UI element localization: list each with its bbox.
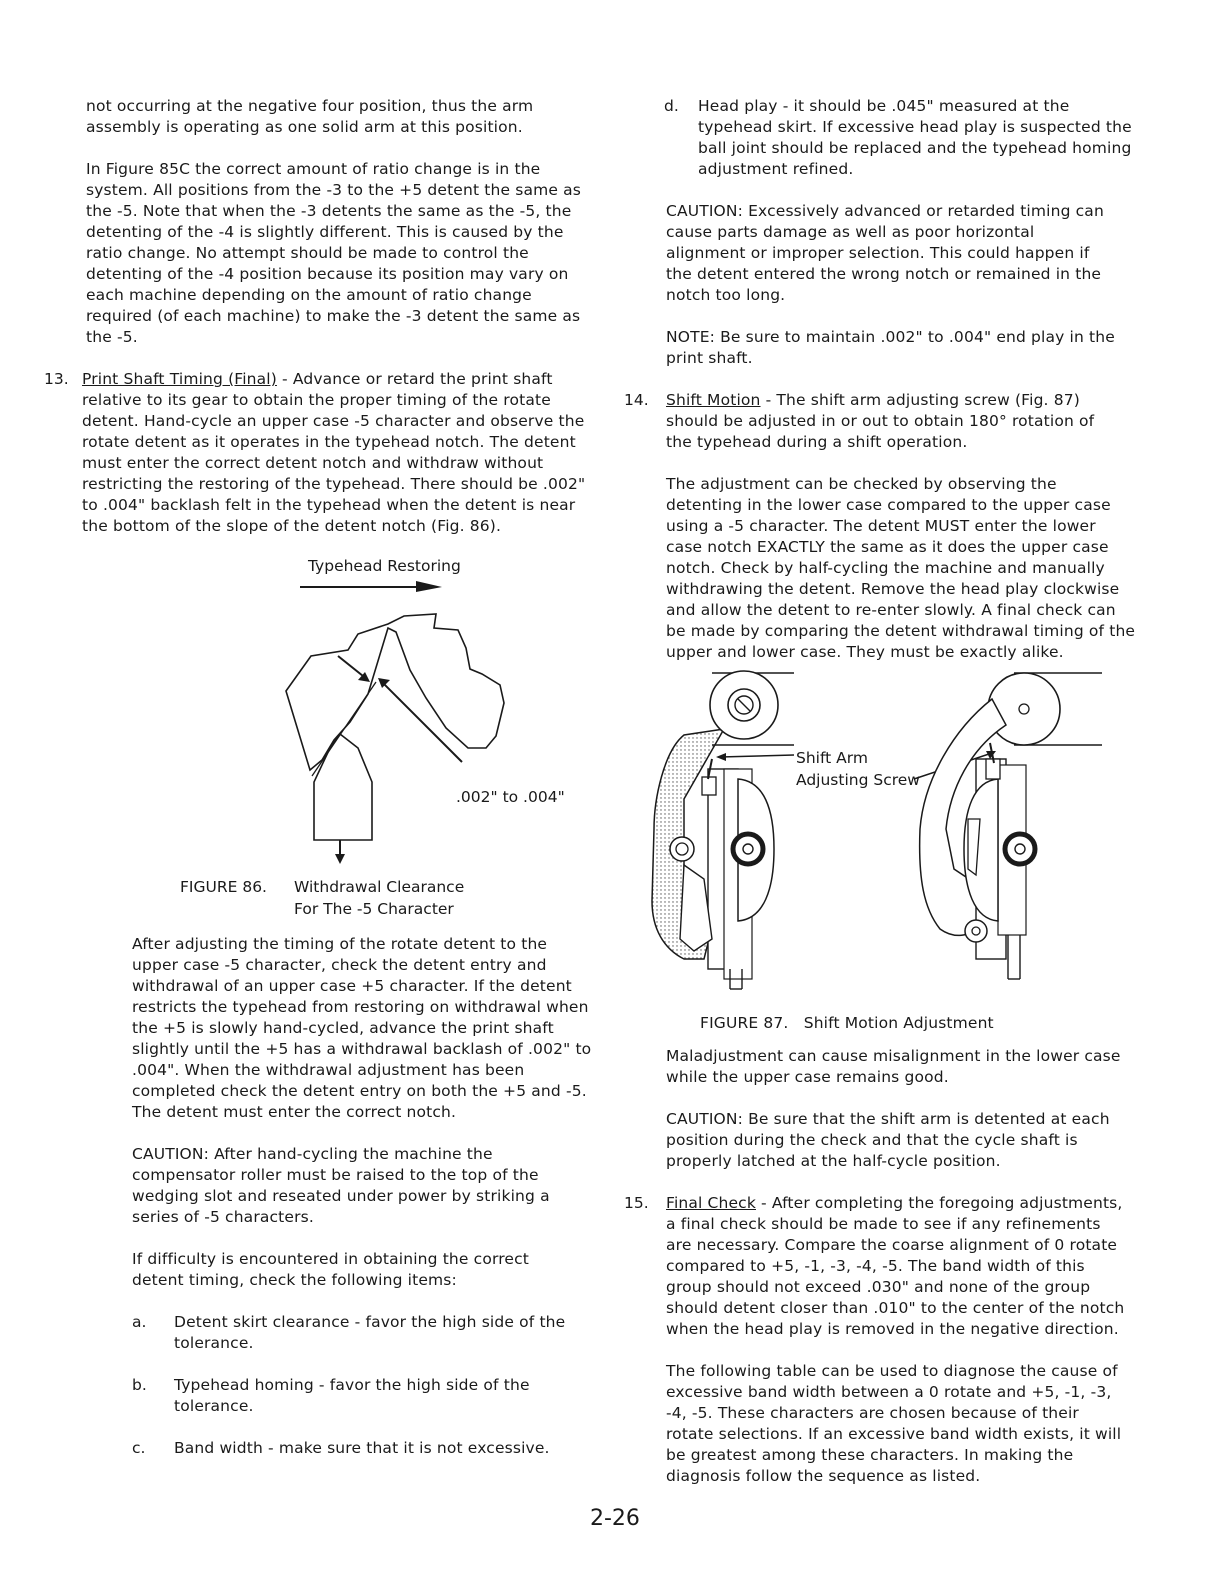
check-item-label: a. xyxy=(132,1313,147,1331)
restoring-arrow-head xyxy=(416,581,442,592)
paragraph-adjustment-check: The adjustment can be checked by observing the detenting in the lower case compared to the upper case using a -5 character. The detent MUST enter the lower case notch EXACTLY the same as it does the upper case notch. Check by half-cycling the machine and manually withdrawing the detent. Remove the head play clockwise and allow the detent to re-enter slowly. A final check can be made by comparing the detent withdrawal timing of the upper and lower case. They must be exactly alike. xyxy=(666,475,1136,661)
label-leader-left xyxy=(720,755,794,757)
paragraph-caution-shift-arm: CAUTION: Be sure that the shift arm is detented at each position during the check and that the cycle shaft is properly latched at the half-cycle position. xyxy=(666,1110,1110,1170)
figure-87-number: FIGURE 87. xyxy=(700,1014,789,1032)
shift-arm-right-view xyxy=(920,673,1102,979)
figure-86-title-line1: Withdrawal Clearance xyxy=(294,878,465,896)
clearance-value-label: .002" to .004" xyxy=(456,788,565,806)
detent-slope-line xyxy=(312,682,376,776)
figure-87-caption xyxy=(700,1013,1136,1034)
figure-86 xyxy=(86,552,586,934)
paragraph-upper-case-check: After adjusting the timing of the rotate detent to the upper case -5 character, check the detent entry and withdrawal of an upper case +5 character. If the detent restricts the typehead from restoring on withdrawal when the +5 is slowly hand-cycled, advance the print shaft slightly until the +5 has a withdrawal backlash of .002" to .004". When the withdrawal adjustment has been completed check the detent entry on both the +5 and -5. The detent must enter the correct notch. xyxy=(132,935,592,1121)
paragraph-figure-85c: In Figure 85C the correct amount of ratio change is in the system. All positions from the -3 to the +5 detent the same as the -5. Note that when the -3 detents the same as the -5, the detenting of the -4 is slightly different. This is caused by the ratio change. No attempt should be made to control the detenting of the -4 position because its position may vary on each machine depending on the amount of ratio change required (of each machine) to make the -3 detent the same as the -5. xyxy=(86,160,581,346)
check-item-text: Detent skirt clearance - favor the high side of the tolerance. xyxy=(174,1313,566,1352)
paragraph-maladjustment: Maladjustment can cause misalignment in the lower case while the upper case remains good. xyxy=(666,1047,1121,1086)
step-14-shift-motion xyxy=(624,390,1096,453)
left-column xyxy=(44,96,592,1459)
check-item-text: Typehead homing - favor the high side of the tolerance. xyxy=(174,1376,530,1415)
step-text: - Advance or retard the print shaft relative to its gear to obtain the proper timing of the rotate detent. Hand-cycle an upper case -5 character and observe the rotate detent as it operates in the typehead notch. The detent must enter the correct detent notch and withdraw without restricting the restoring of the typehead. There should be .002" to .004" backlash felt in the typehead when the detent is near the bottom of the slope of the detent notch (Fig. 86). xyxy=(82,370,586,535)
page-number: 2-26 xyxy=(590,1506,640,1531)
shift-arm-label-line1: Shift Arm xyxy=(796,749,868,767)
check-item-c xyxy=(132,1438,586,1459)
step-number: 15. xyxy=(624,1194,649,1212)
check-item-text: Head play - it should be .045" measured at the typehead skirt. If excessive head play is suspected the ball joint should be replaced and the typehead homing adjustment refined. xyxy=(698,97,1132,178)
step-text: - After completing the foregoing adjustments, a final check should be made to see if any refinements are necessary. Compare the coarse alignment of 0 rotate compared to +5, -1, -3, -4, -5. The band width of this group should not exceed .030" and none of the group should detent closer than .010" to the center of the notch when the head play is removed in the negative direction. xyxy=(666,1194,1125,1338)
figure-87 xyxy=(624,669,1136,1013)
shift-arm-left-view xyxy=(652,671,794,989)
paragraph-note-end-play: NOTE: Be sure to maintain .002" to .004" end play in the print shaft. xyxy=(666,328,1115,367)
paragraph-caution-compensator: CAUTION: After hand-cycling the machine the compensator roller must be raised to the top of the wedging slot and reseated under power by striking a series of -5 characters. xyxy=(132,1145,550,1226)
step-text: - The shift arm adjusting screw (Fig. 87) should be adjusted in or out to obtain 180° rotation of the typehead during a shift operation. xyxy=(666,391,1095,451)
step-number: 14. xyxy=(624,391,649,409)
step-number: 13. xyxy=(44,370,69,388)
step-title: Final Check xyxy=(666,1194,756,1212)
step-title: Shift Motion xyxy=(666,391,761,409)
right-column xyxy=(624,96,1136,1487)
figure-86-number: FIGURE 86. xyxy=(180,878,267,896)
step-title: Print Shaft Timing (Final) xyxy=(82,370,277,388)
shift-arm-label-line2: Adjusting Screw xyxy=(796,771,920,789)
check-item-label: b. xyxy=(132,1376,147,1394)
shift-motion-diagram xyxy=(624,669,1136,1013)
step-13-print-shaft-timing xyxy=(44,369,586,537)
check-item-a xyxy=(132,1312,586,1354)
paragraph-arm-assembly: not occurring at the negative four position, thus the arm assembly is operating as one solid arm at this position. xyxy=(86,97,534,136)
paragraph-difficulty: If difficulty is encountered in obtaining the correct detent timing, check the following items: xyxy=(132,1250,529,1289)
check-item-b xyxy=(132,1375,586,1417)
paragraph-caution-timing: CAUTION: Excessively advanced or retarded timing can cause parts damage as well as poor horizontal alignment or improper selection. This could happen if the detent entered the wrong notch or remained in the notch too long. xyxy=(666,202,1104,304)
paragraph-diagnosis-table: The following table can be used to diagnose the cause of excessive band width between a 0 rotate and +5, -1, -3, -4, -5. These characters are chosen because of their rotate selections. If an excessive band width exists, it will be greatest among these characters. In making the diagnosis follow the sequence as listed. xyxy=(666,1362,1122,1485)
typehead-restoring-label: Typehead Restoring xyxy=(308,557,461,575)
check-item-label: d. xyxy=(664,97,679,115)
figure-86-title-line2: For The -5 Character xyxy=(294,900,454,918)
withdrawal-clearance-diagram xyxy=(86,552,586,934)
detent-shape xyxy=(314,734,372,840)
step-15-final-check xyxy=(624,1193,1128,1340)
clearance-arrow-right xyxy=(380,680,462,762)
figure-87-title: Shift Motion Adjustment xyxy=(803,1014,994,1032)
check-item-d xyxy=(664,96,1142,180)
check-item-label: c. xyxy=(132,1439,146,1457)
check-item-text: Band width - make sure that it is not excessive. xyxy=(174,1439,550,1457)
typehead-notch-outline xyxy=(286,614,504,770)
